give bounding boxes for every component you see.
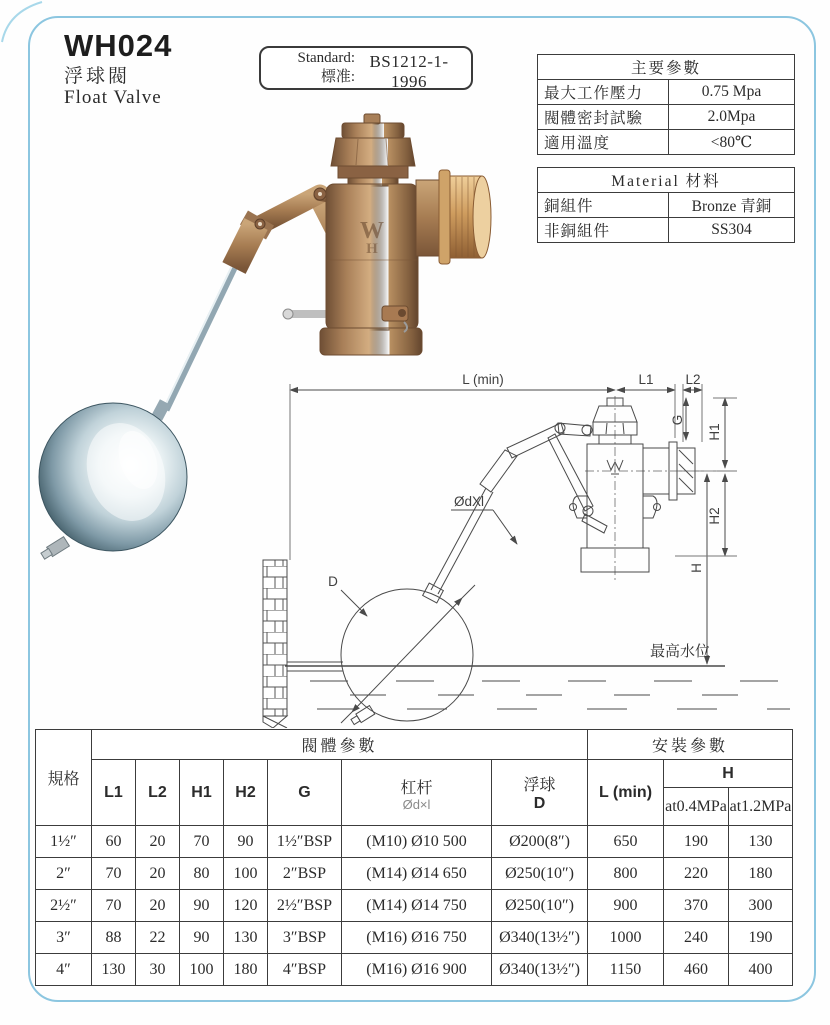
param-label: 最大工作壓力 [538,80,669,105]
cell-l1: 60 [92,826,136,858]
standard-label-cn: 標准: [320,69,355,85]
col-header-l2: L2 [136,760,180,826]
cell-h2: 90 [224,826,268,858]
cell-l2: 20 [136,890,180,922]
col-header-h2: H2 [224,760,268,826]
dim-label-l2: L2 [685,372,701,387]
cell-h2: 130 [224,922,268,954]
cell-h2: 100 [224,858,268,890]
dim-label-h1: H1 [707,423,722,441]
water-level-label: 最高水位 [650,644,711,660]
table-row [538,80,795,105]
dim-label-g: G [670,414,685,426]
param-value: 0.75 Mpa [669,80,795,105]
param-label: 閥體密封試驗 [538,105,669,130]
float-rod [166,268,234,410]
cell-h1: 90 [180,890,224,922]
table-row [538,218,795,243]
param-value: <80℃ [669,130,795,155]
float-ball [39,403,187,561]
standard-value: BS1212-1-1996 [369,52,449,91]
ball-fitting [40,537,70,561]
param-label: 適用溫度 [538,130,669,155]
param-value: 2.0Mpa [669,105,795,130]
table-row [36,922,793,954]
cell-g: 1½″BSP [268,826,342,858]
material-label: 銅組件 [538,193,669,218]
cell-l2: 20 [136,858,180,890]
cell-lmin: 800 [588,858,664,890]
cell-l1: 70 [92,890,136,922]
main-parameters-table [537,54,795,155]
spec-table [35,729,793,986]
cell-h1: 90 [180,922,224,954]
col-header-lever [342,760,492,826]
cell-spec: 2½″ [36,890,92,922]
cell-spec: 2″ [36,858,92,890]
cell-h12: 190 [729,922,793,954]
col-header-lmin: L (min) [588,760,664,826]
col-header-spec: 規格 [36,730,92,826]
cell-lever: (M16) Ø16 900 [342,954,492,986]
col-header-h04: at0.4MPa [664,788,729,826]
table-row [538,130,795,155]
dim-label-h2: H2 [707,507,722,525]
standard-box [259,46,473,90]
group-header-install: 安裝參數 [588,730,793,760]
float-label-cn: 浮球 [523,777,556,794]
product-name-en: Float Valve [64,87,162,109]
valve-body [320,114,491,355]
material-table [537,167,795,243]
cell-h04: 460 [664,954,729,986]
table-row [36,826,793,858]
cell-lever: (M10) Ø10 500 [342,826,492,858]
cell-h2: 120 [224,890,268,922]
col-header-g: G [268,760,342,826]
cell-float: Ø340(13½″) [492,954,588,986]
cell-lever: (M14) Ø14 650 [342,858,492,890]
cell-g: 3″BSP [268,922,342,954]
main-params-title: 主要參數 [538,55,795,80]
dim-label-lmin: L (min) [462,372,504,387]
material-value: SS304 [669,218,795,243]
cell-l1: 130 [92,954,136,986]
cell-spec: 4″ [36,954,92,986]
cell-lever: (M16) Ø16 750 [342,922,492,954]
cell-float: Ø250(10″) [492,858,588,890]
cell-l2: 20 [136,826,180,858]
cell-h2: 180 [224,954,268,986]
cell-h12: 180 [729,858,793,890]
model-number: WH024 [64,28,173,63]
dim-label-h: H [689,563,704,573]
title-block [64,28,172,109]
col-header-float [492,760,588,826]
cell-lmin: 1000 [588,922,664,954]
dim-label-rod: ØdXl [453,494,485,509]
col-header-h12: at1.2MPa [729,788,793,826]
cell-float: Ø200(8″) [492,826,588,858]
standard-label-en: Standard: [297,50,355,66]
lever-label-dim: Ød×l [402,796,431,812]
cell-l1: 88 [92,922,136,954]
dim-label-l1: L1 [638,372,654,387]
brand-emblem: W [360,218,384,244]
table-row [36,858,793,890]
material-title: Material 材料 [538,168,795,193]
svg-text:H: H [366,241,378,257]
cell-h04: 190 [664,826,729,858]
lever-label-cn: 杠杆 [400,779,433,797]
technical-drawing [255,368,816,728]
cell-lmin: 900 [588,890,664,922]
cell-h1: 80 [180,858,224,890]
col-header-h-group: H [664,760,793,788]
cell-g: 2½″BSP [268,890,342,922]
cell-l2: 22 [136,922,180,954]
cell-spec: 1½″ [36,826,92,858]
cell-lmin: 1150 [588,954,664,986]
table-row [538,105,795,130]
cell-h04: 370 [664,890,729,922]
cell-spec: 3″ [36,922,92,954]
cell-g: 4″BSP [268,954,342,986]
cell-lmin: 650 [588,826,664,858]
cell-h04: 220 [664,858,729,890]
cell-h12: 130 [729,826,793,858]
cell-float: Ø340(13½″) [492,922,588,954]
standard-labels [269,49,355,87]
cell-g: 2″BSP [268,858,342,890]
cell-h12: 400 [729,954,793,986]
cell-h1: 70 [180,826,224,858]
cell-h12: 300 [729,890,793,922]
table-row [36,890,793,922]
col-header-h1: H1 [180,760,224,826]
product-name-cn: 浮球閥 [64,65,131,87]
dim-label-d: D [328,574,338,589]
cell-h04: 240 [664,922,729,954]
cell-lever: (M14) Ø14 750 [342,890,492,922]
group-header-body: 閥體參數 [92,730,588,760]
cell-float: Ø250(10″) [492,890,588,922]
table-row [538,193,795,218]
table-row [36,954,793,986]
float-label-d: D [533,795,546,812]
cell-h1: 100 [180,954,224,986]
col-header-l1: L1 [92,760,136,826]
material-value: Bronze 青銅 [669,193,795,218]
corner-decoration [0,0,50,50]
cell-l2: 30 [136,954,180,986]
cell-l1: 70 [92,858,136,890]
material-label: 非銅組件 [538,218,669,243]
